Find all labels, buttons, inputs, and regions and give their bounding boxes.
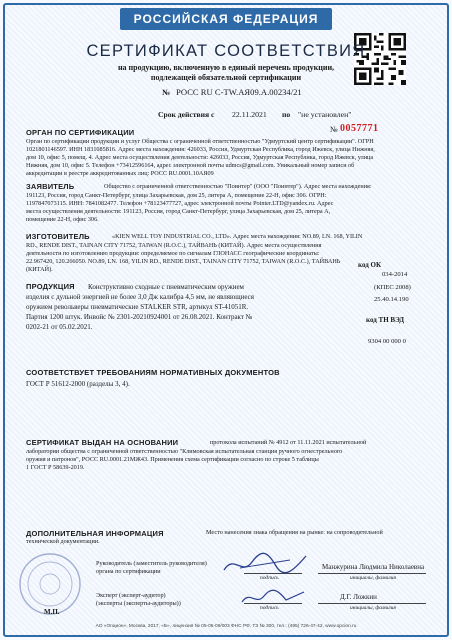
head-name-line (318, 573, 426, 574)
head-signature-icon (220, 548, 310, 578)
subtitle-line-1: на продукцию, включенную в единый перечень продукции, (117, 63, 335, 72)
manufacturer-line-2: RD., RENDE DIST., TAINAN CITY 71752, TAIWAN (R.O.C.), ТАЙВАНЬ (КИТАЙ). Адрес места осуществления (26, 242, 322, 249)
organ-line-1: Орган по сертификации продукции и услуг Общества с ограниченной ответственностью "Удмуртский центр сертификации". ОГРН (26, 138, 374, 145)
product-line-5: 0202-21 от 05.02.2021. (26, 323, 93, 331)
applicant-line-4: места осуществления деятельности: 191123, Россия, город Санкт-Петербург, улица Захарьевская, дом 25, литера А, (26, 208, 331, 215)
manufacturer-line-4: 22.967420, 120.266050. NO.89, LN. 168, YILIN RD., RENDE DIST., TAINAN CITY 71752, TAIWAN (R.O.C.), ТАЙВАНЬ (26, 258, 341, 265)
product-line-4: Партия 1200 штук. Инвойс № 2301-20210924001 от 26.08.2021. Контракт № (26, 313, 253, 321)
head-name: Манжурина Людмила Николаевна (322, 563, 425, 571)
organ-line-4: Нижняя, дом 10, офис 5. Телефон +73412596164, адрес электронной почты udmcs@gmail.com. Уникальный номер записи об (26, 162, 355, 169)
organ-line-2: 1021801146597. ИНН 1831085816. Адрес места нахождения: 426033, Россия, Удмуртская Республика, город Ижевск, улица Нижняя, (26, 146, 375, 153)
basis-line-3: оружия и патронов", РОСС RU.0001.21МЖ43. Применения схема сертификации согласно по строке 5 таблицы (26, 456, 319, 463)
expert-role: Эксперт (эксперт-аудитор) (96, 592, 166, 599)
additional-heading: ДОПОЛНИТЕЛЬНАЯ ИНФОРМАЦИЯ (26, 529, 164, 538)
printer-footer: АО «Опцион», Москва, 2017, «Б», лицензия № 05-05-09/003 ФНС РФ, ТЗ № 300, тел.: (495) 726-47-42, www.opcion.ru (95, 624, 357, 629)
okpd-code-1: 034-2014 (382, 271, 408, 278)
valid-to: "не установлен" (298, 110, 352, 119)
applicant-line-1: Общество с ограниченной ответственностью "Поинтер" (ООО "Поинтер"). Адрес места нахождения: (104, 183, 372, 190)
applicant-line-2: 191123, Россия, город Санкт-Петербург, улица Захарьевская, дом 25, литера А, помещение 22-Н, офис 306. ОГРН: (26, 192, 327, 199)
manufacturer-line-5: (КИТАЙ). (26, 266, 53, 273)
country-banner: РОССИЙСКАЯ ФЕДЕРАЦИЯ (120, 8, 332, 30)
expert-name: Д.Г. Ложкин (340, 593, 377, 601)
requirements-heading: СООТВЕТСТВУЕТ ТРЕБОВАНИЯМ НОРМАТИВНЫХ ДОКУМЕНТОВ (26, 368, 280, 377)
marking-line-1: Место нанесения знака обращения на рынке: на сопроводительной (206, 529, 383, 536)
manufacturer-heading: ИЗГОТОВИТЕЛЬ (26, 232, 90, 241)
subtitle-line-2: подлежащей обязательной сертификации (150, 73, 302, 82)
basis-line-4: 1 ГОСТ Р 58639-2019. (26, 464, 85, 471)
organ-line-3: дом 10, офис 5, помещ. 4. Адрес места осуществления деятельности: 426033, Россия, Удмуртская Республика, город Ижевск, улица (26, 154, 374, 161)
form-number: 0057771 (340, 123, 379, 134)
manufacturer-line-3: деятельности по изготовлению продукции: определяемое по сигналам ГЛОНАСС географические координаты: (26, 250, 320, 257)
applicant-heading: ЗАЯВИТЕЛЬ (26, 182, 75, 191)
okpd-label: код ОК (358, 261, 382, 269)
manufacturer-line-1: «KIEN WELL TOY INDUSTRIAL CO., LTD». Адрес места нахождения: NO.89, LN. 168, YILIN (112, 233, 363, 240)
head-signature-caption: подпись (260, 575, 279, 581)
mp-label: М.П. (44, 608, 60, 616)
expert-role-2: (эксперты (эксперты-аудиторы)) (96, 600, 181, 607)
certificate-title: СЕРТИФИКАТ СООТВЕТСТВИЯ (86, 42, 366, 60)
organ-heading: ОРГАН ПО СЕРТИФИКАЦИИ (26, 128, 135, 137)
product-line-1: Конструктивно сходные с пневматическим оружием (88, 283, 244, 291)
applicant-line-5: помещение 22-Н, офис 306. (26, 216, 99, 223)
seal-stamp-icon (18, 552, 82, 616)
valid-from: 22.11.2021 (232, 110, 267, 119)
tnved-code: 9304 00 000 0 (368, 338, 406, 345)
product-line-3: оружием револьверы пневматические STALKER STR, артикул ST-41051R. (26, 303, 249, 311)
head-name-caption: инициалы, фамилия (350, 575, 396, 581)
head-role-2: органа по сертификации (96, 568, 161, 575)
basis-line-1: протокола испытаний № 4912 от 11.11.2021 испытательной (210, 439, 367, 446)
requirements-line-1: ГОСТ Р 51612-2000 (разделы 3, 4). (26, 380, 130, 388)
basis-line-2: лаборатории общества с ограниченной ответственностью "Климовская испытательная станция ручного огнестрельного (26, 448, 343, 455)
expert-signature-caption: подпись (260, 605, 279, 611)
organ-line-5: аккредитации в реестре аккредитованных лиц: РОСС RU.0001.10АЯ09 (26, 170, 214, 177)
expert-name-line (318, 603, 426, 604)
reg-number: РОСС RU C-TW.АЯ09.А.00234/21 (176, 87, 302, 97)
reg-number-label: № (162, 88, 171, 97)
tnved-label: код ТН ВЭД (366, 316, 405, 324)
marking-line-2: технической документации. (26, 538, 100, 545)
expert-name-caption: инициалы, фамилия (350, 605, 396, 611)
validity-to-label: по (282, 110, 291, 119)
form-number-label: № (330, 125, 338, 134)
product-line-2: изделия с дульной энергией не более 3,0 Дж калибра 4,5 мм, не являющиеся (26, 293, 254, 301)
head-role: Руководитель (заместитель руководителя) (96, 560, 207, 567)
validity-label: Срок действия с (158, 110, 215, 119)
okpd-code-3: 25.40.14.190 (374, 296, 409, 303)
basis-heading: СЕРТИФИКАТ ВЫДАН НА ОСНОВАНИИ (26, 438, 179, 447)
product-heading: ПРОДУКЦИЯ (26, 282, 75, 291)
okpd-code-2: (КПЕС 2008) (374, 284, 411, 291)
applicant-line-3: 1197847073115. ИНН: 7841082477. Телефон +78123477727, адрес электронной почты Pointer.LTD@yandex.ru. Адрес (26, 200, 334, 207)
